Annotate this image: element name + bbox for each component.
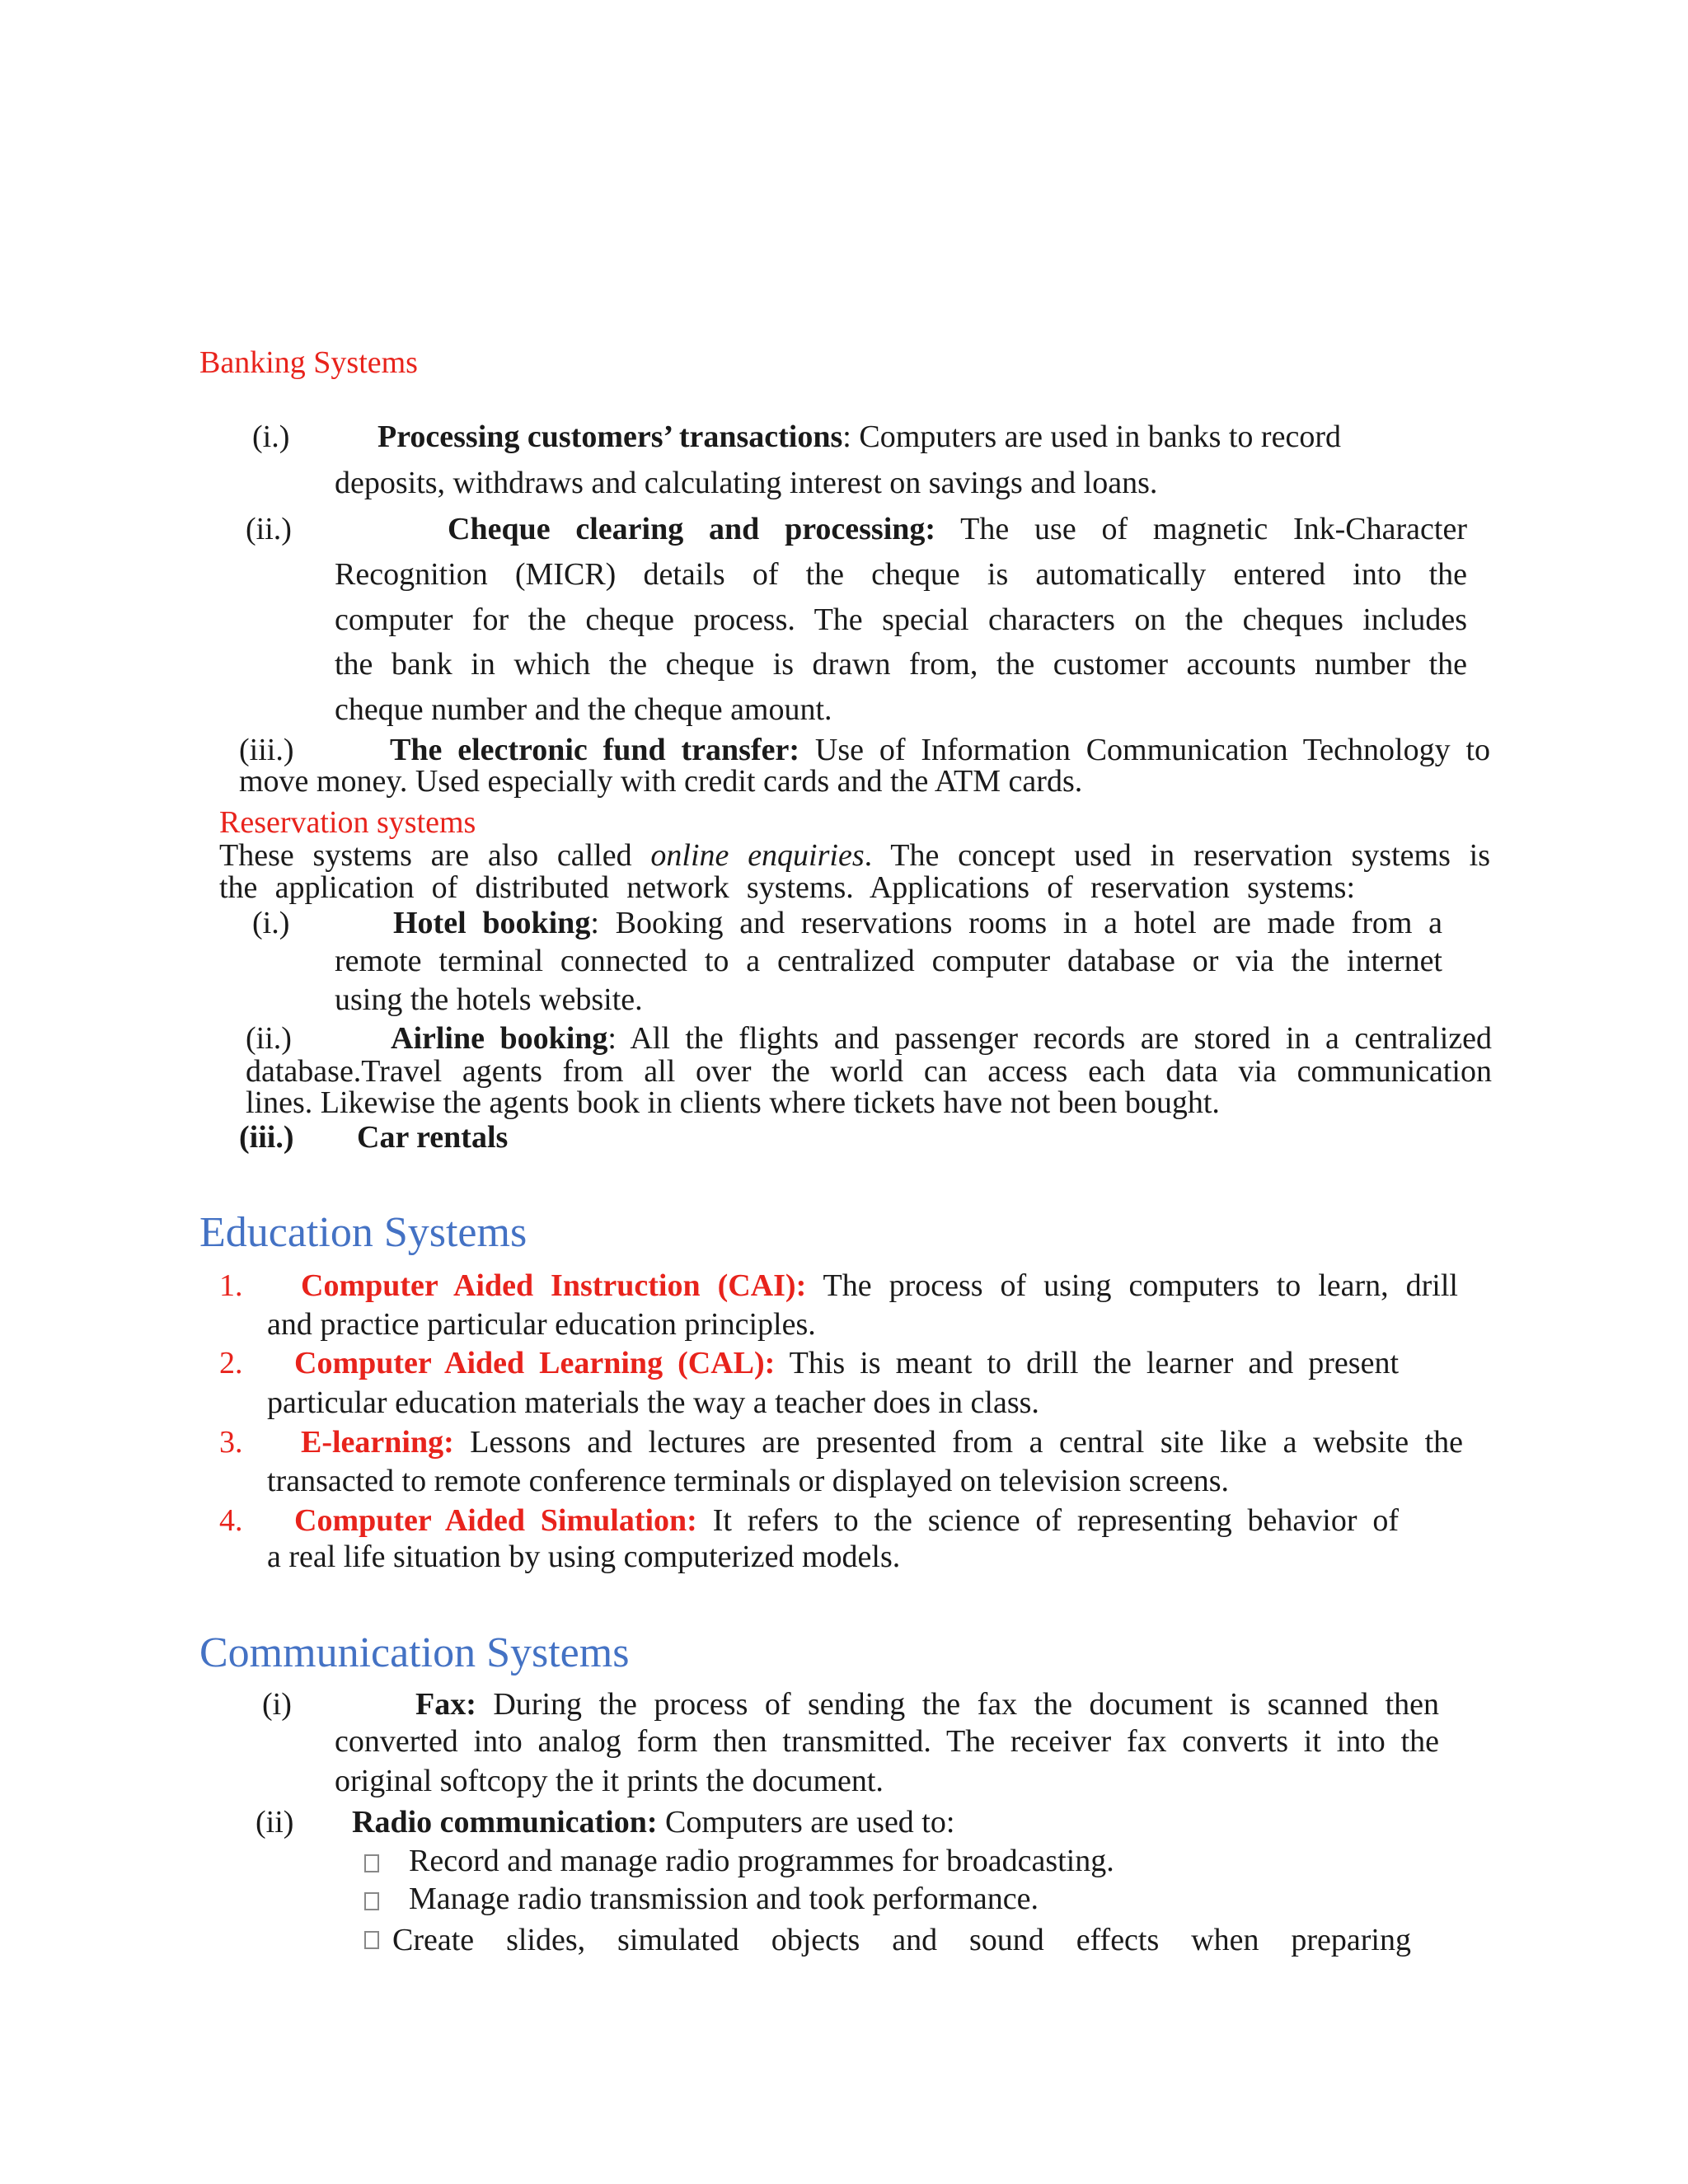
banking-item-3-text: Use of Information Communication Technology to [799, 733, 1491, 767]
communication-item-1-number: (i) [262, 1687, 292, 1722]
reservation-intro-italic: online enquiries [650, 838, 865, 873]
banking-item-2-line-2: Recognition (MICR) details of the cheque is automatically entered into the [335, 557, 1467, 592]
communication-item-2-number: (ii) [256, 1805, 294, 1840]
bullet-box-icon [364, 1931, 379, 1949]
reservation-intro-text-b: . The concept used in reservation systems is [864, 838, 1491, 873]
education-item-1-number: 1. [219, 1268, 243, 1303]
education-item-3 [301, 1424, 1463, 1460]
reservation-item-1 [393, 905, 1442, 941]
education-item-3-line-2: transacted to remote conference terminals or displayed on television screens. [267, 1464, 1229, 1498]
education-item-3-text: Lessons and lectures are presented from a central site like a website the [453, 1425, 1463, 1460]
banking-item-2-line-3: computer for the cheque process. The special characters on the cheques includes [335, 602, 1467, 637]
banking-item-1-number: (i.) [252, 419, 290, 454]
communication-item-1-line-2: converted into analog form then transmitted. The receiver fax converts it into the [335, 1724, 1439, 1759]
banking-item-1-title: Processing customers’ transactions [377, 419, 843, 454]
communication-item-2-title: Radio communication: [352, 1805, 658, 1840]
education-item-4 [294, 1502, 1399, 1539]
banking-item-3-title: The electronic fund transfer: [390, 733, 800, 767]
bullet-item-3-text: Create slides, simulated objects and sound effects when preparing [392, 1923, 1411, 1957]
banking-item-1-line-2: deposits, withdraws and calculating interest on savings and loans. [335, 466, 1158, 500]
education-item-4-number: 4. [219, 1503, 243, 1538]
communication-heading: Communication Systems [199, 1629, 630, 1676]
education-item-1-title: Computer Aided Instruction (CAI): [301, 1268, 807, 1303]
bullet-box-icon [364, 1892, 379, 1910]
reservation-item-1-text: : Booking and reservations rooms in a hotel are made from a [590, 906, 1442, 940]
bullet-item-1 [364, 1843, 1114, 1879]
banking-heading: Banking Systems [199, 345, 418, 380]
education-item-1 [301, 1268, 1458, 1304]
education-item-2-line-2: particular education materials the way a teacher does in class. [267, 1385, 1039, 1420]
education-heading: Education Systems [199, 1209, 528, 1256]
reservation-intro-text-a: These systems are also called [219, 838, 651, 873]
education-item-2 [294, 1345, 1399, 1381]
reservation-item-3-number [239, 1119, 293, 1155]
bullet-box-icon [364, 1854, 379, 1872]
education-item-4-text: It refers to the science of representing behavior of [696, 1503, 1400, 1538]
bullet-item-1-text: Record and manage radio programmes for broadcasting. [409, 1844, 1114, 1878]
education-item-2-text: This is meant to drill the learner and present [775, 1346, 1400, 1380]
banking-item-3-line-2: move money. Used especially with credit cards and the ATM cards. [239, 764, 1083, 799]
banking-item-1-text: : Computers are used in banks to record [842, 419, 1341, 454]
education-item-1-text: The process of using computers to learn, drill [806, 1268, 1458, 1303]
reservation-item-3-number-text: (iii.) [239, 1120, 294, 1155]
communication-item-1 [415, 1686, 1439, 1722]
reservation-item-2-number: (ii.) [246, 1021, 292, 1056]
reservation-item-3 [357, 1119, 508, 1155]
education-item-3-title: E-learning: [301, 1425, 454, 1460]
reservation-heading: Reservation systems [219, 805, 476, 840]
reservation-item-1-title: Hotel booking [393, 906, 591, 940]
reservation-item-2-line-2: database.Travel agents from all over the world can access each data via communication [246, 1054, 1492, 1089]
education-item-3-number: 3. [219, 1425, 243, 1460]
communication-item-1-text: During the process of sending the fax the document is scanned then [476, 1687, 1439, 1722]
bullet-item-2 [364, 1881, 1039, 1917]
banking-item-2-line-5: cheque number and the cheque amount. [335, 692, 832, 727]
banking-item-1 [377, 419, 1341, 455]
reservation-intro-line-2: the application of distributed network systems. Applications of reservation systems: [219, 870, 1355, 905]
bullet-item-2-text: Manage radio transmission and took performance. [409, 1882, 1039, 1916]
reservation-item-1-number: (i.) [252, 906, 290, 940]
banking-item-2-number: (ii.) [246, 512, 292, 546]
reservation-intro-line-1 [219, 837, 1490, 874]
reservation-item-3-title: Car rentals [357, 1120, 509, 1155]
banking-item-2-line-4: the bank in which the cheque is drawn from, the customer accounts number the [335, 647, 1467, 682]
banking-item-3-number: (iii.) [239, 733, 294, 767]
reservation-item-1-line-2: remote terminal connected to a centralized computer database or via the internet [335, 944, 1442, 978]
reservation-item-2-title: Airline booking [391, 1021, 608, 1056]
education-item-2-title: Computer Aided Learning (CAL): [294, 1346, 776, 1380]
reservation-item-2 [391, 1020, 1492, 1057]
banking-item-2 [448, 511, 1467, 547]
education-item-4-title: Computer Aided Simulation: [294, 1503, 697, 1538]
banking-item-2-text: The use of magnetic Ink-Character [935, 512, 1467, 546]
reservation-item-2-text: : All the flights and passenger records are stored in a centralized [607, 1021, 1492, 1056]
reservation-item-1-line-3: using the hotels website. [335, 982, 643, 1017]
reservation-item-2-line-3: lines. Likewise the agents book in clients where tickets have not been bought. [246, 1085, 1220, 1120]
communication-item-1-line-3: original softcopy the it prints the document. [335, 1764, 884, 1798]
education-item-1-line-2: and practice particular education principles. [267, 1307, 816, 1342]
education-item-4-line-2: a real life situation by using computerized models. [267, 1540, 901, 1574]
banking-item-2-title: Cheque clearing and processing: [448, 512, 936, 546]
bullet-item-3 [364, 1922, 1411, 1958]
education-item-2-number: 2. [219, 1346, 243, 1380]
communication-item-2 [352, 1804, 954, 1840]
communication-item-1-title: Fax: [415, 1687, 476, 1722]
communication-item-2-text: Computers are used to: [657, 1805, 955, 1840]
